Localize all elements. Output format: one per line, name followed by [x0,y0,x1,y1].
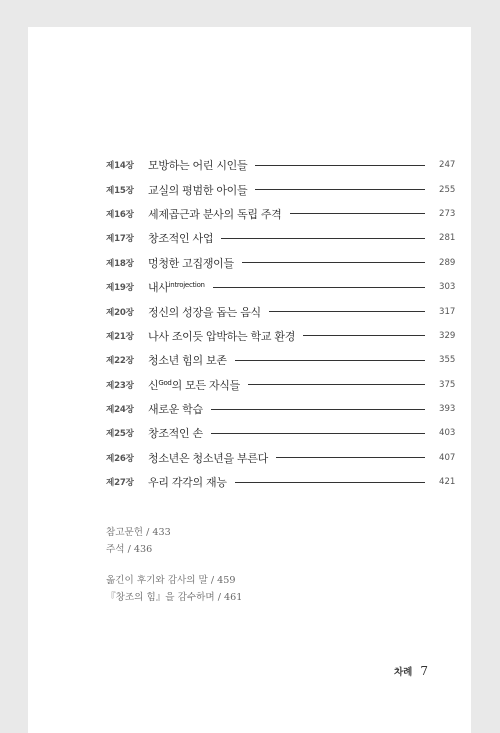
chapter-title [142,474,235,490]
chapter-page-number: 281 [439,233,456,244]
chapter-number: 제26장 [106,453,134,464]
page-number: 7 [420,664,428,678]
toc-row [106,348,456,372]
chapter-title-text: 멍청한 고집쟁이들 [148,256,234,270]
chapter-title-annotation: introjection [168,281,205,290]
toc-row [106,421,456,445]
chapter-page-number: 247 [439,160,456,171]
toc-row [106,324,456,348]
chapter-number: 제22장 [106,356,134,367]
chapter-title [142,401,211,417]
leader-line [303,335,425,336]
spacer [106,558,242,572]
chapter-page-number: 355 [439,355,456,366]
leader-line [255,189,425,190]
chapter-number: 제15장 [106,185,134,196]
chapter-title-text: 창조적인 손 [148,427,203,441]
chapter-title-text: 모방하는 어린 시인들 [148,159,248,173]
chapter-title-text: 신 [148,378,159,392]
chapter-title-text: 우리 각각의 재능 [148,476,227,490]
chapter-title-text: 세제곱근과 분사의 독립 주격 [148,207,282,221]
leader-line [248,384,425,385]
chapter-title-annotation: God [158,378,172,387]
chapter-title [142,230,221,246]
chapter-page-number: 289 [439,257,456,268]
chapter-number: 제21장 [106,331,134,342]
chapter-number: 제20장 [106,307,134,318]
chapter-title [142,157,255,173]
toc-row [106,251,456,275]
chapter-title-text: 내사 [148,281,169,295]
leader-line [276,457,425,458]
leader-line [213,287,425,288]
chapter-title [142,328,303,344]
chapter-title [142,279,213,295]
chapter-number: 제18장 [106,258,134,269]
toc-row [106,373,456,397]
chapter-title-text: 청소년 힘의 보존 [148,354,227,368]
chapter-title-text: 새로운 학습 [148,403,203,417]
leader-line [290,213,425,214]
chapter-title-text-rest: 의 모든 자식들 [171,378,240,392]
chapter-title-text: 정신의 성장을 돕는 음식 [148,305,261,319]
toc-row [106,299,456,323]
chapter-number: 제14장 [106,161,134,172]
chapter-page-number: 403 [439,428,456,439]
chapter-title [142,377,248,393]
chapter-title [142,352,235,368]
chapter-title [142,182,255,198]
chapter-page-number: 255 [439,184,456,195]
leader-line [255,165,425,166]
toc-row [106,226,456,250]
chapter-page-number: 273 [439,208,456,219]
chapter-page-number: 393 [439,404,456,415]
chapter-title-text: 청소년은 청소년을 부른다 [148,451,268,465]
chapter-page-number: 421 [439,477,456,488]
chapter-title [142,206,290,222]
toc-row [106,470,456,494]
chapter-number: 제24장 [106,405,134,416]
chapter-page-number: 303 [439,282,456,293]
chapter-number: 제25장 [106,429,134,440]
chapter-number: 제23장 [106,380,134,391]
afterword-entry: 옮긴이 후기와 감사의 말 / 459 [106,575,236,586]
chapter-title-text: 교실의 평범한 아이들 [148,183,248,197]
leader-line [235,360,425,361]
chapter-title-text: 나사 조이듯 압박하는 학교 환경 [148,329,296,343]
footer-label: 차례 [394,667,413,678]
toc-row [106,397,456,421]
page-footer [394,664,428,678]
leader-line [211,433,425,434]
chapter-title [142,304,269,320]
references-entry: 참고문헌 / 433 [106,527,171,538]
chapter-page-number: 317 [439,306,456,317]
toc-row [106,275,456,299]
chapter-page-number: 375 [439,379,456,390]
chapter-title [142,255,242,271]
chapter-page-number: 407 [439,452,456,463]
chapter-number: 제27장 [106,478,134,489]
leader-line [269,311,425,312]
toc-row [106,202,456,226]
chapter-number: 제16장 [106,209,134,220]
supervision-entry: 『창조의 힘』을 감수하며 / 461 [106,592,243,603]
chapter-title [142,425,211,441]
back-matter [106,524,242,606]
leader-line [211,409,425,410]
book-page [28,27,471,733]
leader-line [242,262,425,263]
leader-line [235,482,425,483]
table-of-contents [106,153,456,494]
chapter-title [142,450,276,466]
toc-row [106,177,456,201]
chapter-title-text: 창조적인 사업 [148,232,214,246]
toc-row [106,446,456,470]
leader-line [221,238,425,239]
chapter-number: 제17장 [106,234,134,245]
toc-row [106,153,456,177]
chapter-number: 제19장 [106,283,134,294]
chapter-page-number: 329 [439,330,456,341]
notes-entry: 주석 / 436 [106,544,153,555]
